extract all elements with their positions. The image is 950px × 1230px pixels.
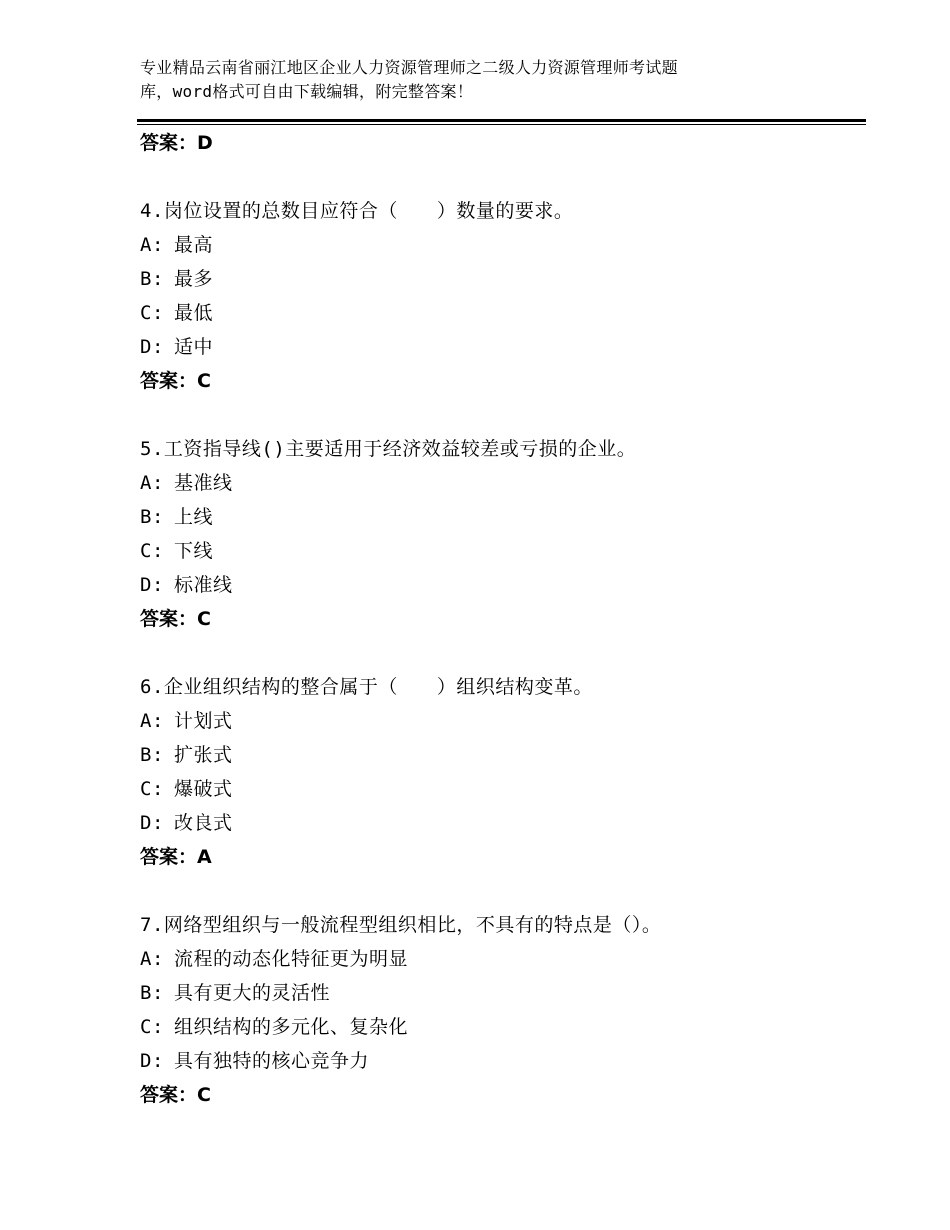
option-key: B: (140, 506, 164, 528)
option-text: 最低 (174, 302, 214, 324)
question-list (140, 126, 860, 1112)
option-key: D: (140, 336, 164, 358)
option-key: B: (140, 268, 164, 290)
option-text: 下线 (174, 540, 214, 562)
option-d (140, 1044, 860, 1078)
option-c (140, 534, 860, 568)
option-text: 上线 (174, 506, 214, 528)
question-stem: 5.工资指导线()主要适用于经济效益较差或亏损的企业。 (140, 438, 637, 460)
option-text: 最高 (174, 234, 214, 256)
option-text: 组织结构的多元化、复杂化 (174, 1016, 409, 1038)
option-b (140, 976, 860, 1010)
option-a (140, 228, 860, 262)
option-text: 标准线 (174, 574, 233, 596)
page-header (140, 56, 780, 104)
option-text: 基准线 (174, 472, 233, 494)
option-key: C: (140, 302, 164, 324)
option-text: 流程的动态化特征更为明显 (174, 948, 409, 970)
option-key: A: (140, 234, 164, 256)
option-text: 最多 (174, 268, 214, 290)
answer-line: 答案：A (140, 846, 212, 868)
question-4 (140, 194, 860, 398)
option-key: A: (140, 948, 164, 970)
header-title-line-1: 专业精品云南省丽江地区企业人力资源管理师之二级人力资源管理师考试题 (140, 58, 678, 77)
option-key: D: (140, 574, 164, 596)
question-stem: 6.企业组织结构的整合属于（ ）组织结构变革。 (140, 676, 593, 698)
option-key: A: (140, 710, 164, 732)
option-a (140, 466, 860, 500)
question-stem: 4.岗位设置的总数目应符合（ ）数量的要求。 (140, 200, 574, 222)
option-key: C: (140, 1016, 164, 1038)
option-b (140, 500, 860, 534)
header-divider-thin (137, 124, 866, 125)
option-text: 具有更大的灵活性 (174, 982, 331, 1004)
option-d (140, 568, 860, 602)
option-key: A: (140, 472, 164, 494)
option-c (140, 1010, 860, 1044)
question-5 (140, 432, 860, 636)
option-text: 改良式 (174, 812, 233, 834)
option-a (140, 704, 860, 738)
previous-answer: 答案：D (140, 132, 213, 154)
option-key: B: (140, 744, 164, 766)
option-text: 适中 (174, 336, 214, 358)
header-divider-thick (137, 119, 866, 122)
option-a (140, 942, 860, 976)
answer-line: 答案：C (140, 608, 211, 630)
option-text: 扩张式 (174, 744, 233, 766)
option-text: 计划式 (174, 710, 233, 732)
answer-line: 答案：C (140, 370, 211, 392)
option-c (140, 772, 860, 806)
option-key: C: (140, 778, 164, 800)
header-title-line-2: 库，word格式可自由下载编辑，附完整答案！ (140, 82, 474, 101)
question-6 (140, 670, 860, 874)
option-c (140, 296, 860, 330)
option-b (140, 738, 860, 772)
option-text: 爆破式 (174, 778, 233, 800)
question-7 (140, 908, 860, 1112)
option-d (140, 806, 860, 840)
option-key: D: (140, 1050, 164, 1072)
answer-line: 答案：C (140, 1084, 211, 1106)
option-key: C: (140, 540, 164, 562)
option-key: B: (140, 982, 164, 1004)
option-b (140, 262, 860, 296)
option-key: D: (140, 812, 164, 834)
option-d (140, 330, 860, 364)
question-stem: 7.网络型组织与一般流程型组织相比，不具有的特点是（）。 (140, 914, 662, 936)
option-text: 具有独特的核心竞争力 (174, 1050, 370, 1072)
